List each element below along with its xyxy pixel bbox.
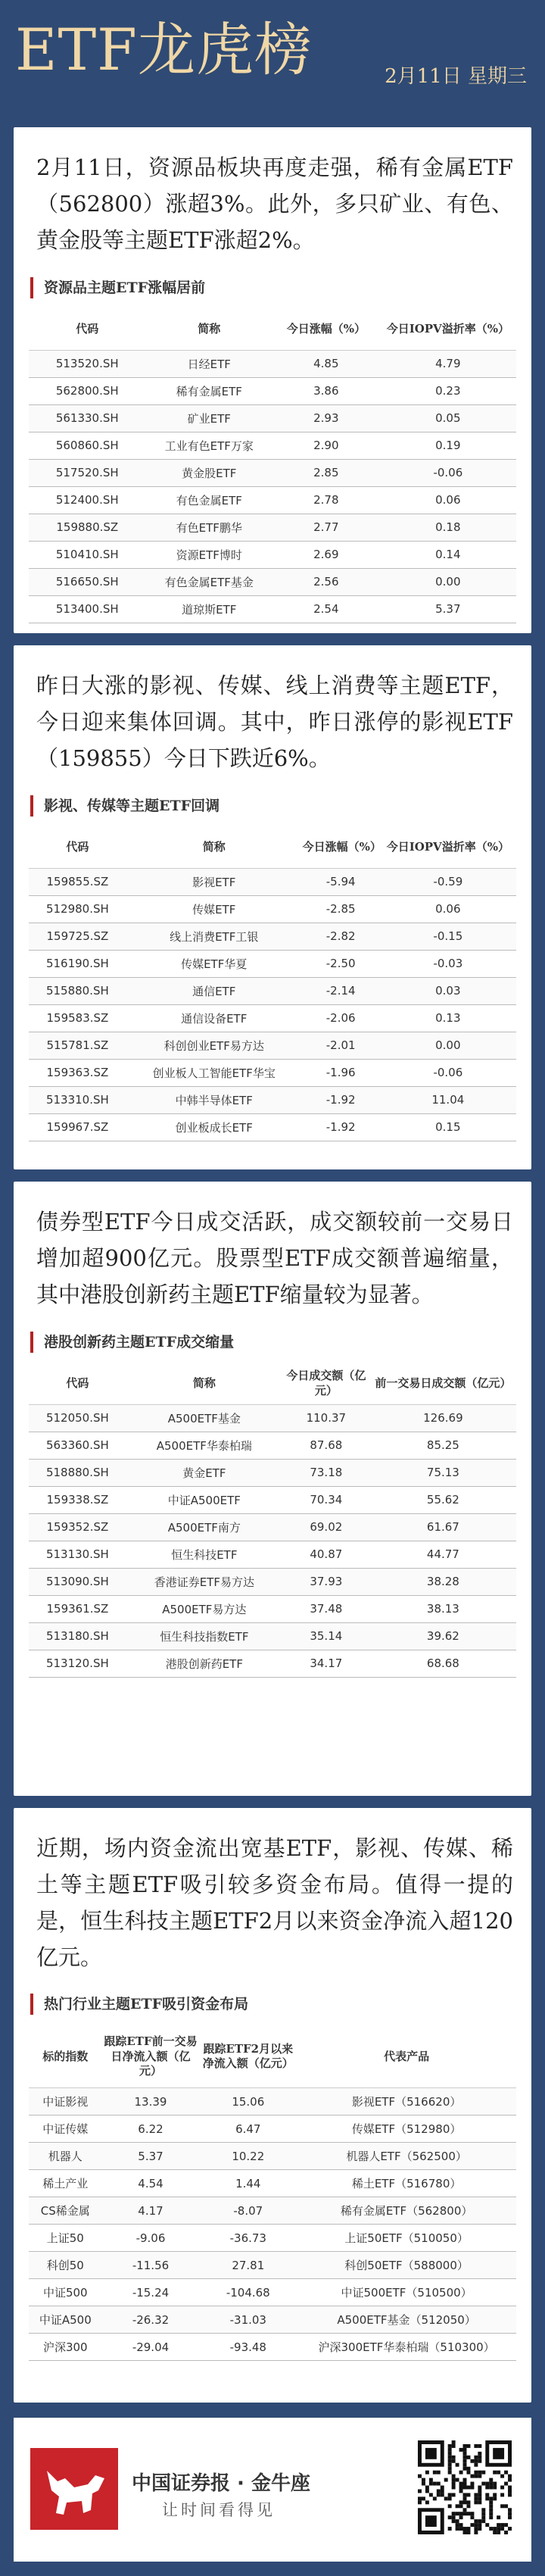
table-cell: 资源ETF博时 [146,541,272,568]
footer [14,2418,531,2562]
table-cell: 2.93 [272,404,380,432]
table-row [29,514,516,541]
table-cell: 10.22 [199,2143,297,2170]
table-cell: 中证影视 [29,2088,102,2115]
table-cell: 27.81 [199,2252,297,2279]
table-cell: -15.24 [102,2279,200,2306]
section-title: 热门行业主题ETF吸引资金布局 [30,1994,515,2015]
table-cell: 563360.SH [29,1432,126,1459]
table-cell: -0.03 [380,950,516,977]
table-row [29,2197,516,2225]
table-cell: -0.06 [380,1059,516,1086]
table-row [29,1432,516,1459]
table-cell: 0.06 [380,486,516,514]
table-cell: 0.00 [380,1032,516,1059]
table-cell: 4.85 [272,350,380,377]
table-row [29,1541,516,1568]
table-cell: 4.17 [102,2197,200,2225]
table-cell: -9.06 [102,2225,200,2252]
table-cell: 机器人ETF（562500） [297,2143,516,2170]
bull-logo-icon [30,2448,118,2530]
table-row [29,486,516,514]
table-cell: 2.56 [272,568,380,595]
table-cell: 黄金股ETF [146,459,272,486]
table-row [29,541,516,568]
table-row [29,404,516,432]
table-cell: 516650.SH [29,568,146,595]
table-cell: 512980.SH [29,895,126,923]
table-cell: 513520.SH [29,350,146,377]
table-cell: -1.92 [302,1086,380,1113]
column-header: 今日涨幅（%） [302,827,380,869]
table-row [29,1086,516,1113]
table-cell: 562800.SH [29,377,146,404]
table-cell: A500ETF南方 [126,1513,282,1541]
section-paragraph: 近期，场内资金流出宽基ETF，影视、传媒、稀土等主题ETF吸引较多资金布局。值得一提的是，恒生科技主题ETF2月以来资金净流入超120亿元。 [36,1835,513,1970]
table-cell: 科创50ETF（588000） [297,2252,516,2279]
table-cell: -1.92 [302,1113,380,1141]
table-cell: 0.00 [380,568,516,595]
table-cell: 513130.SH [29,1541,126,1568]
page-title: ETF龙虎榜 [15,16,313,83]
table-cell: 创业板人工智能ETF华宝 [126,1059,302,1086]
table-cell: 55.62 [370,1486,516,1513]
table-row [29,950,516,977]
table-cell: -2.01 [302,1032,380,1059]
table-cell: 75.13 [370,1459,516,1486]
table-row [29,1059,516,1086]
table-cell: 上证50ETF（510050） [297,2225,516,2252]
table-cell: 159855.SZ [29,868,126,895]
table-cell: 513310.SH [29,1086,126,1113]
column-header: 今日成交额（亿元） [282,1363,370,1405]
table-cell: 13.39 [102,2088,200,2115]
brand-name: 中国证券报 · 金牛座 [132,2472,310,2495]
table-row [29,2279,516,2306]
table-row [29,1650,516,1677]
table-cell: -0.06 [380,459,516,486]
table-cell: 日经ETF [146,350,272,377]
table-cell: 中韩半导体ETF [126,1086,302,1113]
table-cell: 影视ETF [126,868,302,895]
table-cell: 518880.SH [29,1459,126,1486]
column-header: 代码 [29,309,146,351]
table-cell: CS稀金属 [29,2197,102,2225]
data-table [29,1363,516,1678]
table-row [29,1004,516,1032]
table-cell: -29.04 [102,2334,200,2361]
table-cell: 0.05 [380,404,516,432]
section-paragraph: 昨日大涨的影视、传媒、线上消费等主题ETF，今日迎来集体回调。其中，昨日涨停的影视ETF（159855）今日下跌近6%。 [36,673,513,771]
table-cell: -26.32 [102,2306,200,2334]
table-cell: A500ETF基金（512050） [297,2306,516,2334]
table-cell: 稀土ETF（516780） [297,2170,516,2197]
table-cell: 38.13 [370,1595,516,1622]
table-cell: 159338.SZ [29,1486,126,1513]
table-cell: 513120.SH [29,1650,126,1677]
table-cell: 科创创业ETF易方达 [126,1032,302,1059]
table-cell: 159967.SZ [29,1113,126,1141]
table-cell: 73.18 [282,1459,370,1486]
table-cell: 恒生科技ETF [126,1541,282,1568]
table-cell: 40.87 [282,1541,370,1568]
table-cell: 61.67 [370,1513,516,1541]
qr-code-icon[interactable] [418,2440,512,2534]
column-header: 前一交易日成交额（亿元） [370,1363,516,1405]
column-header: 代表产品 [297,2025,516,2088]
table-cell: 513090.SH [29,1568,126,1595]
table-cell: 15.06 [199,2088,297,2115]
brand-slogan: 让时间看得见 [162,2501,276,2519]
table-row [29,2143,516,2170]
table-cell: -5.94 [302,868,380,895]
table-row [29,2225,516,2252]
page-date: 2月11日 星期三 [385,65,527,88]
table-cell: 中证A500ETF [126,1486,282,1513]
table-row [29,2306,516,2334]
table-cell: 159352.SZ [29,1513,126,1541]
table-row [29,432,516,459]
table-row [29,595,516,623]
column-header: 标的指数 [29,2025,102,2088]
table-cell: 0.23 [380,377,516,404]
table-cell: 创业板成长ETF [126,1113,302,1141]
table-cell: 香港证券ETF易方达 [126,1568,282,1595]
table-cell: -8.07 [199,2197,297,2225]
table-cell: A500ETF易方达 [126,1595,282,1622]
table-cell: 6.47 [199,2115,297,2143]
table-cell: -104.68 [199,2279,297,2306]
table-cell: 中证500 [29,2279,102,2306]
table-cell: 126.69 [370,1404,516,1432]
table-cell: 科创50 [29,2252,102,2279]
table-cell: -0.59 [380,868,516,895]
table-cell: 516190.SH [29,950,126,977]
table-cell: -2.82 [302,923,380,950]
table-cell: 0.15 [380,1113,516,1141]
table-cell: 2.78 [272,486,380,514]
table-cell: 线上消费ETF工银 [126,923,302,950]
table-row [29,1459,516,1486]
table-row [29,2170,516,2197]
table-cell: 68.68 [370,1650,516,1677]
table-cell: 0.06 [380,895,516,923]
table-cell: 0.14 [380,541,516,568]
table-cell: 机器人 [29,2143,102,2170]
table-cell: 37.48 [282,1595,370,1622]
table-cell: 110.37 [282,1404,370,1432]
table-cell: 70.34 [282,1486,370,1513]
section-title: 资源品主题ETF涨幅居前 [30,277,515,298]
table-cell: 有色ETF鹏华 [146,514,272,541]
table-cell: 2.54 [272,595,380,623]
table-cell: 恒生科技指数ETF [126,1622,282,1650]
table-row [29,1568,516,1595]
table-cell: 512400.SH [29,486,146,514]
table-row [29,350,516,377]
column-header: 简称 [146,309,272,351]
section-paragraph: 2月11日，资源品板块再度走强，稀有金属ETF（562800）涨超3%。此外，多只矿业、有色、黄金股等主题ETF涨超2%。 [36,155,513,253]
table-cell: 沪深300ETF华泰柏瑞（510300） [297,2334,516,2361]
table-cell: 道琼斯ETF [146,595,272,623]
table-row [29,1113,516,1141]
page-header [0,0,545,125]
table-row [29,868,516,895]
table-cell: 中证A500 [29,2306,102,2334]
table-cell: 515880.SH [29,977,126,1004]
column-header: 代码 [29,827,126,869]
table-cell: A500ETF基金 [126,1404,282,1432]
section-paragraph: 债券型ETF今日成交活跃，成交额较前一交易日增加超900亿元。股票型ETF成交额普遍缩量，其中港股创新药主题ETF缩量较为显著。 [36,1209,513,1307]
table-row [29,1032,516,1059]
table-row [29,2252,516,2279]
table-row [29,977,516,1004]
column-header: 今日IOPV溢折率（%） [380,827,516,869]
table-cell: -31.03 [199,2306,297,2334]
column-header: 跟踪ETF2月以来净流入额（亿元） [199,2025,297,2088]
table-row [29,568,516,595]
table-row [29,895,516,923]
table-cell: 影视ETF（516620） [297,2088,516,2115]
table-cell: 稀有金属ETF [146,377,272,404]
table-cell: 4.79 [380,350,516,377]
table-cell: 0.19 [380,432,516,459]
column-header: 代码 [29,1363,126,1405]
table-cell: 159363.SZ [29,1059,126,1086]
table-cell: 159361.SZ [29,1595,126,1622]
table-row [29,1404,516,1432]
table-cell: 中证传媒 [29,2115,102,2143]
table-row [29,1622,516,1650]
table-row [29,377,516,404]
table-cell: 85.25 [370,1432,516,1459]
column-header: 简称 [126,827,302,869]
table-cell: -36.73 [199,2225,297,2252]
table-cell: 35.14 [282,1622,370,1650]
table-cell: 159725.SZ [29,923,126,950]
data-table [29,2025,516,2361]
table-cell: -1.96 [302,1059,380,1086]
table-cell: -0.15 [380,923,516,950]
table-cell: 中证500ETF（510500） [297,2279,516,2306]
section-title: 港股创新药主题ETF成交缩量 [30,1332,515,1353]
column-header: 今日IOPV溢折率（%） [380,309,516,351]
table-cell: 37.93 [282,1568,370,1595]
table-cell: 560860.SH [29,432,146,459]
section-card-media [14,645,531,1169]
table-cell: 传媒ETF（512980） [297,2115,516,2143]
table-cell: 沪深300 [29,2334,102,2361]
table-cell: 38.28 [370,1568,516,1595]
table-cell: 515781.SZ [29,1032,126,1059]
table-row [29,2088,516,2115]
table-row [29,1486,516,1513]
table-cell: 513400.SH [29,595,146,623]
table-cell: 2.90 [272,432,380,459]
data-table [29,827,516,1141]
table-cell: 2.69 [272,541,380,568]
table-cell: 0.18 [380,514,516,541]
table-cell: 0.13 [380,1004,516,1032]
table-row [29,459,516,486]
table-cell: 6.22 [102,2115,200,2143]
table-cell: 44.77 [370,1541,516,1568]
table-cell: 稀土产业 [29,2170,102,2197]
table-row [29,1595,516,1622]
column-header: 简称 [126,1363,282,1405]
section-card-resources [14,127,531,633]
table-cell: 1.44 [199,2170,297,2197]
column-header: 跟踪ETF前一交易日净流入额（亿元） [102,2025,200,2088]
table-cell: 4.54 [102,2170,200,2197]
table-cell: 561330.SH [29,404,146,432]
table-cell: 矿业ETF [146,404,272,432]
table-cell: A500ETF华泰柏瑞 [126,1432,282,1459]
table-cell: 5.37 [102,2143,200,2170]
table-cell: 512050.SH [29,1404,126,1432]
table-cell: -11.56 [102,2252,200,2279]
table-cell: 上证50 [29,2225,102,2252]
section-title: 影视、传媒等主题ETF回调 [30,795,515,817]
table-cell: 2.77 [272,514,380,541]
table-row [29,923,516,950]
table-cell: 有色金属ETF [146,486,272,514]
table-cell: 有色金属ETF基金 [146,568,272,595]
table-cell: 2.85 [272,459,380,486]
table-cell: 513180.SH [29,1622,126,1650]
table-cell: 517520.SH [29,459,146,486]
table-row [29,2334,516,2361]
data-table [29,309,516,623]
table-cell: -2.14 [302,977,380,1004]
section-card-fund-flow [14,1808,531,2403]
table-cell: 港股创新药ETF [126,1650,282,1677]
table-cell: 传媒ETF华夏 [126,950,302,977]
section-card-turnover [14,1182,531,1796]
table-cell: 稀有金属ETF（562800） [297,2197,516,2225]
table-cell: 11.04 [380,1086,516,1113]
table-cell: 5.37 [380,595,516,623]
table-cell: 69.02 [282,1513,370,1541]
table-cell: -93.48 [199,2334,297,2361]
table-cell: 87.68 [282,1432,370,1459]
table-cell: 通信设备ETF [126,1004,302,1032]
table-cell: -2.85 [302,895,380,923]
table-cell: 3.86 [272,377,380,404]
table-cell: 传媒ETF [126,895,302,923]
table-cell: -2.06 [302,1004,380,1032]
table-cell: -2.50 [302,950,380,977]
table-cell: 黄金ETF [126,1459,282,1486]
table-row [29,1513,516,1541]
table-cell: 39.62 [370,1622,516,1650]
table-cell: 0.03 [380,977,516,1004]
table-cell: 159583.SZ [29,1004,126,1032]
table-row [29,2115,516,2143]
table-cell: 34.17 [282,1650,370,1677]
table-cell: 工业有色ETF万家 [146,432,272,459]
column-header: 今日涨幅（%） [272,309,380,351]
table-cell: 通信ETF [126,977,302,1004]
table-cell: 510410.SH [29,541,146,568]
table-cell: 159880.SZ [29,514,146,541]
